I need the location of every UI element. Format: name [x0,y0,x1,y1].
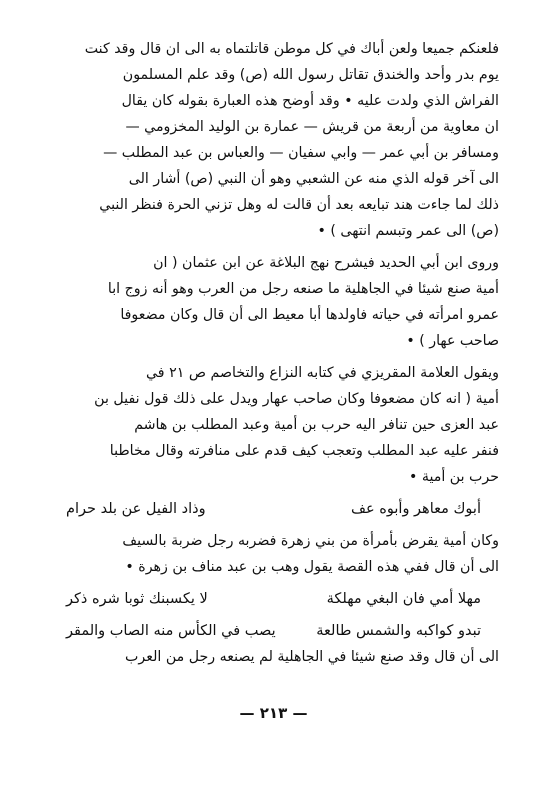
poem-verse-2 [66,586,481,612]
text-line: وكان أمية يقرض بأمرأة من بني زهرة فضربه رجل ضربة بالسيف [122,533,499,549]
paragraph-3 [48,360,499,490]
text-line: أمية صنع شيئا في الجاهلية ما صنعه رجل من العرب وهو أنه زوج ابا [107,281,499,297]
verse-first-hemistich: مهلا أمي فان البغي مهلكة [326,591,481,607]
verse-second-hemistich: وذاد الفيل عن بلد حرام [66,501,206,517]
verse-second-hemistich: يصب في الكأس منه الصاب والمقر [66,623,276,639]
verse-first-hemistich: تبدو كواكبه والشمس طالعة [316,623,481,639]
text-line: عمرو امرأته في حياته فاولدها أبا معيط الى أن قال وكان مضعوفا [120,307,499,323]
text-line: الفراش الذي ولدت عليه • وقد أوضح هذه العبارة بقوله كان يقال [121,93,499,109]
poem-verse-3 [66,618,481,644]
text-line: فلعنكم جميعا ولعن أباك في كل موطن قاتلتماه به الى ان قال وقد كنت [84,41,499,57]
verse-second-hemistich: لا يكسبنك ثوبا شره ذكر [66,591,208,607]
text-line: ان معاوية من أربعة من قريش — عمارة بن الوليد المخزومي — [125,119,499,135]
text-line: صاحب عهار ) • [406,333,499,349]
text-line: وروى ابن أبي الحديد فيشرح نهج البلاغة عن ابن عثمان ( ان [153,255,499,271]
text-line: ويقول العلامة المقريزي في كتابه النزاع والتخاصم ص ٢١ في [145,365,499,381]
closing-paragraph [48,644,499,670]
page-number: — ٢١٣ — [239,704,308,722]
poem-verse-1 [66,496,481,522]
paragraph-2 [48,250,499,354]
text-line: الى أن قال وقد صنع شيئا في الجاهلية لم يصنعه رجل من العرب [125,649,499,665]
text-line: ومسافر بن أبي عمر — وابي سفيان — والعباس بن عبد المطلب — [103,145,499,161]
paragraph-4 [48,528,499,580]
text-line: حرب بن أمية • [408,469,499,485]
text-line: فنفر عليه عبد المطلب وتعجب كيف قدم على منافرته وقال مخاطبا [109,443,499,459]
paragraph-1 [48,36,499,244]
verse-first-hemistich: أبوك معاهر وأبوه عف [351,501,481,517]
text-line: الى أن قال ففي هذه القصة يقول وهب بن عبد مناف بن زهرة • [125,559,499,575]
text-line: أمية ( انه كان مضعوفا وكان صاحب عهار ويدل على ذلك قول نفيل بن [94,391,499,407]
text-line: يوم بدر وأحد والخندق تقاتل رسول الله (ص) وقد علم المسلمون [122,67,499,83]
text-line: الى آخر قوله الذي منه عن الشعبي وهو أن النبي (ص) أشار الى [128,171,499,187]
text-line: ذلك لما جاءت هند تبايعه بعد أن قالت له وهل تزني الحرة فنظر النبي [99,197,499,213]
text-line: (ص) الى عمر وتبسم انتهى ) • [317,223,499,239]
text-line: عبد العزى حين تنافر اليه حرب بن أمية وعبد المطلب بن هاشم [134,417,499,433]
